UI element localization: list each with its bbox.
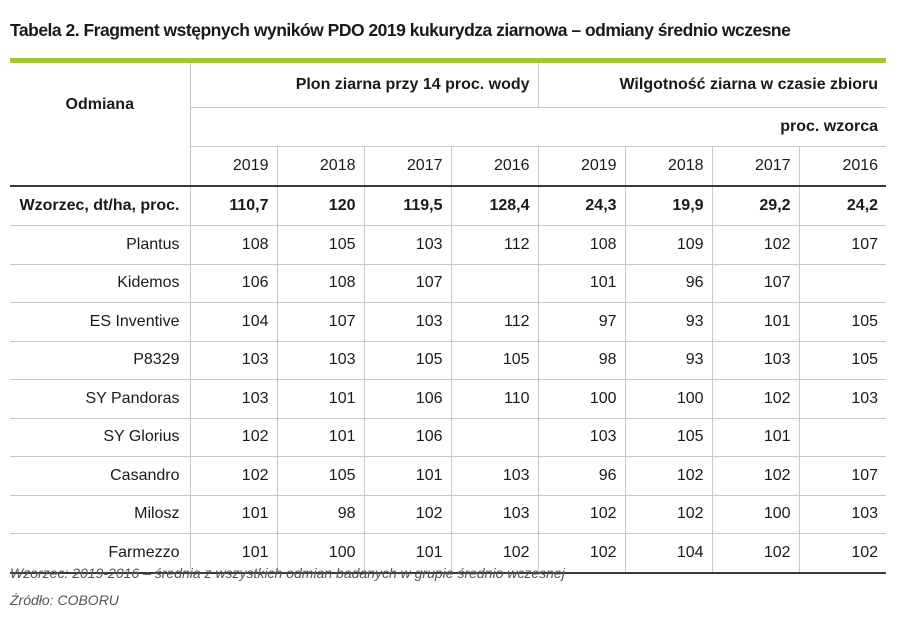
table-cell: 110 [451, 380, 538, 419]
table-cell: 102 [799, 534, 886, 573]
row-label: Kidemos [10, 264, 190, 303]
table-cell: 101 [277, 418, 364, 457]
table-cell: 106 [364, 418, 451, 457]
table-cell: 96 [625, 264, 712, 303]
table-cell: 102 [712, 380, 799, 419]
table-cell: 105 [799, 341, 886, 380]
table-cell [799, 264, 886, 303]
table-cell: 120 [277, 186, 364, 226]
table-cell: 105 [364, 341, 451, 380]
row-label: Farmezzo [10, 534, 190, 573]
row-label: Milosz [10, 495, 190, 534]
table-cell: 102 [712, 457, 799, 496]
year-header: 2016 [799, 147, 886, 187]
table-cell: 109 [625, 226, 712, 265]
table-cell: 103 [538, 418, 625, 457]
table-cell: 103 [277, 341, 364, 380]
year-header: 2017 [712, 147, 799, 187]
column-header-odmiana: Odmiana [65, 95, 134, 113]
table-cell: 102 [625, 495, 712, 534]
table-cell: 102 [190, 418, 277, 457]
results-table [10, 63, 886, 574]
table-row [10, 303, 886, 342]
table-cell: 101 [712, 418, 799, 457]
table-cell: 100 [277, 534, 364, 573]
footnote-reference: Wzorzec: 2019-2016 – średnia z wszystkich odmian badanych w grupie średnio wczesnej [10, 565, 565, 581]
row-label: Wzorzec, dt/ha, proc. [10, 186, 190, 226]
table-cell: 101 [190, 495, 277, 534]
table-cell: 112 [451, 226, 538, 265]
table-cell: 103 [190, 380, 277, 419]
table-cell: 103 [712, 341, 799, 380]
table-cell: 24,2 [799, 186, 886, 226]
unit-header: proc. wzorca [190, 108, 886, 147]
table-cell: 102 [538, 534, 625, 573]
table-cell: 101 [538, 264, 625, 303]
year-header-blank [10, 147, 190, 187]
table-cell: 104 [190, 303, 277, 342]
table-cell: 103 [364, 303, 451, 342]
table-cell: 103 [364, 226, 451, 265]
table-cell: 107 [364, 264, 451, 303]
table-cell [451, 418, 538, 457]
table-cell [451, 264, 538, 303]
table-cell: 101 [277, 380, 364, 419]
year-header: 2017 [364, 147, 451, 187]
group-header-yield: Plon ziarna przy 14 proc. wody [190, 63, 538, 108]
table-cell: 102 [364, 495, 451, 534]
table-cell: 101 [190, 534, 277, 573]
table-row [10, 226, 886, 265]
table-cell: 105 [277, 226, 364, 265]
table-row [10, 457, 886, 496]
table-cell: 128,4 [451, 186, 538, 226]
table-cell: 98 [538, 341, 625, 380]
table-cell: 103 [190, 341, 277, 380]
table-cell: 103 [799, 495, 886, 534]
table-cell: 119,5 [364, 186, 451, 226]
table-row [10, 495, 886, 534]
reference-row [10, 186, 886, 226]
table-cell: 103 [451, 457, 538, 496]
table-cell: 100 [712, 495, 799, 534]
year-header: 2018 [277, 147, 364, 187]
row-label: SY Pandoras [10, 380, 190, 419]
table-title: Tabela 2. Fragment wstępnych wyników PDO 2019 kukurydza ziarnowa – odmiany średnio wczesne [10, 20, 791, 40]
table-cell: 108 [277, 264, 364, 303]
table-cell: 100 [625, 380, 712, 419]
year-header: 2019 [190, 147, 277, 187]
table-cell [799, 418, 886, 457]
table-cell: 101 [364, 457, 451, 496]
table-cell: 107 [277, 303, 364, 342]
group-header-moisture: Wilgotność ziarna w czasie zbioru [538, 63, 886, 108]
table-cell: 105 [799, 303, 886, 342]
table-cell: 107 [799, 226, 886, 265]
table-cell: 105 [625, 418, 712, 457]
table-cell: 100 [538, 380, 625, 419]
table-cell: 112 [451, 303, 538, 342]
row-label: SY Glorius [10, 418, 190, 457]
table-cell: 106 [364, 380, 451, 419]
table-cell: 104 [625, 534, 712, 573]
table-cell: 29,2 [712, 186, 799, 226]
table-cell: 93 [625, 341, 712, 380]
table-cell: 102 [190, 457, 277, 496]
table-cell: 102 [451, 534, 538, 573]
table-cell: 108 [538, 226, 625, 265]
table-row [10, 264, 886, 303]
table-cell: 107 [712, 264, 799, 303]
table-cell: 102 [712, 534, 799, 573]
table-cell: 110,7 [190, 186, 277, 226]
table-cell: 93 [625, 303, 712, 342]
table-cell: 107 [799, 457, 886, 496]
table-row [10, 380, 886, 419]
table-cell: 103 [799, 380, 886, 419]
table-cell: 102 [712, 226, 799, 265]
table-cell: 24,3 [538, 186, 625, 226]
year-header: 2016 [451, 147, 538, 187]
row-label: Plantus [10, 226, 190, 265]
table-row [10, 418, 886, 457]
table-cell: 108 [190, 226, 277, 265]
table-cell: 101 [712, 303, 799, 342]
table-cell: 103 [451, 495, 538, 534]
table-cell: 105 [277, 457, 364, 496]
table-cell: 19,9 [625, 186, 712, 226]
table-cell: 106 [190, 264, 277, 303]
table-cell: 97 [538, 303, 625, 342]
row-label: Casandro [10, 457, 190, 496]
year-header: 2019 [538, 147, 625, 187]
footnote-source: Źródło: COBORU [10, 592, 119, 608]
table-cell: 102 [625, 457, 712, 496]
table-cell: 98 [277, 495, 364, 534]
year-header: 2018 [625, 147, 712, 187]
table-cell: 102 [538, 495, 625, 534]
table-cell: 101 [364, 534, 451, 573]
table-cell: 96 [538, 457, 625, 496]
row-label: ES Inventive [10, 303, 190, 342]
table-cell: 105 [451, 341, 538, 380]
row-label: P8329 [10, 341, 190, 380]
table-row [10, 341, 886, 380]
